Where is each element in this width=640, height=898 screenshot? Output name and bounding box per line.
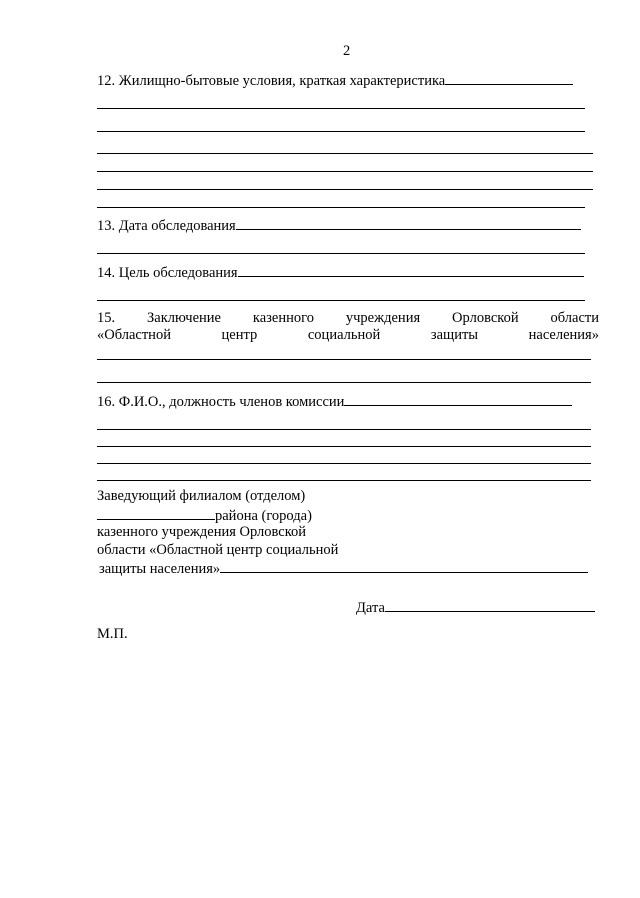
living-conditions-line-5[interactable] xyxy=(97,189,593,190)
living-conditions-line-4[interactable] xyxy=(97,171,593,172)
item-exam-purpose xyxy=(97,262,584,282)
exam-purpose-line[interactable] xyxy=(97,300,585,301)
commission-line-3[interactable] xyxy=(97,463,591,464)
conclusion-word: Заключение xyxy=(147,310,221,326)
item-conclusion-line-1 xyxy=(97,309,599,327)
living-conditions-line-3[interactable] xyxy=(97,153,593,154)
signature-line-2 xyxy=(97,505,312,525)
living-conditions-blank[interactable] xyxy=(445,70,573,85)
conclusion-line-1[interactable] xyxy=(97,359,591,360)
item-living-conditions-label: 12. Жилищно-бытовые условия, краткая характеристика xyxy=(97,73,446,89)
item-commission-members-label: 16. Ф.И.О., должность членов комиссии xyxy=(97,394,345,410)
stamp-label: М.П. xyxy=(97,626,128,642)
item-exam-purpose-label: 14. Цель обследования xyxy=(97,265,238,281)
date-blank[interactable] xyxy=(385,597,595,612)
exam-date-line[interactable] xyxy=(97,253,585,254)
living-conditions-line-1[interactable] xyxy=(97,108,585,109)
conclusion-word: области xyxy=(550,310,599,326)
conclusion-word: центр xyxy=(221,327,258,343)
item-commission-members xyxy=(97,391,572,411)
signature-line-1: Заведующий филиалом (отделом) xyxy=(97,488,306,504)
conclusion-line-2[interactable] xyxy=(97,382,591,383)
item-conclusion-line-2 xyxy=(97,326,599,344)
exam-date-blank[interactable] xyxy=(236,215,581,230)
conclusion-word: населения» xyxy=(528,327,599,343)
date-label: Дата xyxy=(356,600,385,616)
exam-purpose-blank[interactable] xyxy=(238,262,584,277)
signature-line-4: области «Областной центр социальной xyxy=(97,542,339,558)
date-row xyxy=(356,597,595,617)
item-living-conditions xyxy=(97,70,573,90)
commission-members-blank[interactable] xyxy=(344,391,572,406)
conclusion-word: Орловской xyxy=(452,310,519,326)
living-conditions-line-2[interactable] xyxy=(97,131,585,132)
item-exam-date-label: 13. Дата обследования xyxy=(97,218,236,234)
page-number: 2 xyxy=(343,43,351,59)
signature-org-label: защиты населения» xyxy=(99,561,221,577)
living-conditions-line-6[interactable] xyxy=(97,207,585,208)
district-blank[interactable] xyxy=(97,505,215,520)
conclusion-word: защиты xyxy=(430,327,479,343)
signature-district-label: района (города) xyxy=(215,508,312,524)
conclusion-word: учреждения xyxy=(345,310,421,326)
conclusion-word: социальной xyxy=(307,327,381,343)
commission-line-4[interactable] xyxy=(97,480,591,481)
conclusion-word: казенного xyxy=(252,310,314,326)
conclusion-word: «Областной xyxy=(97,327,171,343)
signature-line-3: казенного учреждения Орловской xyxy=(97,524,307,540)
commission-line-1[interactable] xyxy=(97,429,591,430)
commission-line-2[interactable] xyxy=(97,446,591,447)
signature-blank[interactable] xyxy=(220,558,588,573)
item-exam-date xyxy=(97,215,581,235)
conclusion-word: 15. xyxy=(97,310,116,326)
signature-line-5 xyxy=(99,558,588,578)
